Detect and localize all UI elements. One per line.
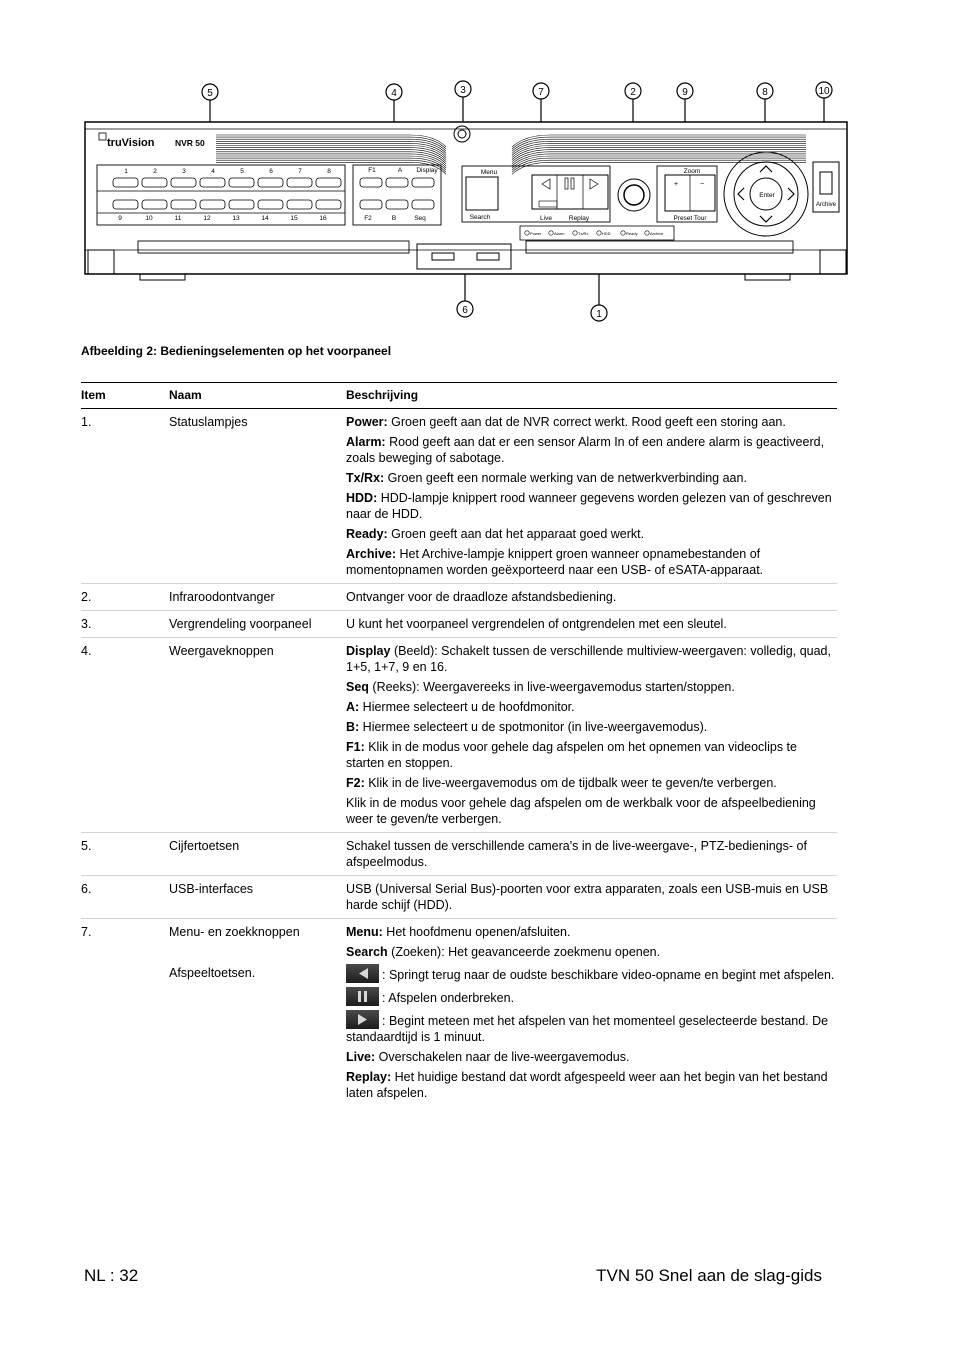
description-term: HDD: (346, 491, 378, 505)
description-text: (Reeks): Weergavereeks in live-weergavemodus starten/stoppen. (368, 680, 735, 694)
description-paragraph (346, 1069, 837, 1101)
table-body (81, 409, 837, 1106)
number-key-label: 15 (290, 215, 298, 222)
number-key-label: 14 (261, 215, 269, 222)
callout-label: 4 (391, 88, 397, 99)
led-label: Ready (626, 231, 638, 236)
table-row (81, 611, 837, 638)
table-row (81, 584, 837, 611)
callout-label: 5 (207, 88, 213, 99)
row-description (346, 589, 837, 605)
row-description (346, 616, 837, 632)
row-name-text: Infraroodontvanger (169, 590, 275, 604)
header-description: Beschrijving (346, 388, 419, 402)
row-item: 7. (81, 925, 92, 939)
row-item: 1. (81, 415, 92, 429)
description-text: Groen geeft aan dat het apparaat goed werkt. (387, 527, 645, 541)
row-name (169, 414, 346, 578)
row-description (346, 414, 837, 578)
number-key-label: 5 (240, 168, 244, 175)
number-key-label: 6 (269, 168, 273, 175)
led-label: HDD (602, 231, 611, 236)
description-text: : Begint meteen met het afspelen van het momenteel geselecteerde bestand. De standaardtijd is 1 minuut. (346, 1014, 829, 1044)
description-term: Archive: (346, 547, 397, 561)
description-text: Hiermee selecteert u de spotmonitor (in live-weergavemodus). (359, 720, 708, 734)
table-row (81, 919, 837, 1106)
table-row (81, 833, 837, 876)
row-name-text: Weergaveknoppen (169, 644, 274, 658)
number-key-label: 9 (118, 215, 122, 222)
description-text: Het hoofdmenu openen/afsluiten. (382, 925, 571, 939)
number-key-label: 2 (153, 168, 157, 175)
description-text: Ontvanger voor de draadloze afstandsbediening. (346, 590, 617, 604)
table-row (81, 638, 837, 833)
row-name-text: Menu- en zoekknoppen (169, 925, 300, 939)
archive-label: Archive (815, 202, 837, 208)
row-name (169, 643, 346, 827)
led-label: Power (530, 231, 542, 236)
display-label-b: B (391, 215, 397, 222)
row-item: 4. (81, 644, 92, 658)
row-description (346, 643, 837, 827)
number-key-label: 13 (232, 215, 240, 222)
row-item: 2. (81, 590, 92, 604)
row-name (169, 924, 346, 1101)
document-title: TVN 50 Snel aan de slag-gids (596, 1266, 822, 1285)
description-text: Hiermee selecteert u de hoofdmonitor. (359, 700, 575, 714)
description-term: Display (346, 644, 391, 658)
row-description (346, 924, 837, 1101)
display-label-a: A (397, 167, 403, 174)
description-term: Ready: (346, 527, 388, 541)
description-term: A: (346, 700, 360, 714)
row-description (346, 838, 837, 870)
brand-text: truVision (107, 137, 155, 149)
description-term: Tx/Rx: (346, 471, 385, 485)
callout-label: 9 (682, 87, 688, 98)
description-paragraph (346, 1049, 837, 1065)
row-name-text: Statuslampjes (169, 415, 248, 429)
callout-label: 1 (596, 309, 602, 320)
callout-label: 10 (818, 86, 830, 97)
description-term: Alarm: (346, 435, 386, 449)
description-text: Schakel tussen de verschillende camera's in de live-weergave-, PTZ-bedienings- of afspeelmodus. (346, 839, 807, 869)
model-text: NVR 50 (175, 138, 205, 148)
display-label-display: Display (416, 167, 438, 174)
svg-text:−: − (699, 181, 705, 188)
callout-label: 3 (460, 85, 466, 96)
page-number: NL : 32 (84, 1266, 139, 1285)
description-paragraph (346, 739, 837, 771)
number-key-label: 4 (211, 168, 215, 175)
description-text: Het Archive-lampje knippert groen wanneer opnamebestanden of momentopnamen worden geëxporteerd naar een USB- of eSATA-apparaat. (346, 547, 764, 577)
rewind-icon (346, 964, 379, 983)
row-item: 6. (81, 882, 92, 896)
description-paragraph (346, 470, 837, 486)
live-label: Live (540, 215, 552, 222)
description-text: Rood geeft aan dat er een sensor Alarm In of een andere alarm is geactiveerd, zoals beweging of sabotage. (346, 435, 825, 465)
description-text: Klik in de modus voor gehele dag afspelen om de werkbalk voor de afspeelbediening weer te geven/te verbergen. (346, 796, 816, 826)
callout-label: 7 (538, 87, 544, 98)
description-text: HDD-lampje knippert rood wanneer gegevens worden gelezen van of geschreven naar de HDD. (346, 491, 832, 521)
play-icon (346, 1010, 379, 1029)
description-term: Power: (346, 415, 388, 429)
description-text: Groen geeft aan dat de NVR correct werkt. Rood geeft een storing aan. (387, 415, 786, 429)
row-name (169, 881, 346, 913)
number-key-label: 1 (124, 168, 128, 175)
description-paragraph (346, 526, 837, 542)
description-text: Overschakelen naar de live-weergavemodus. (375, 1050, 630, 1064)
description-paragraph (346, 434, 837, 466)
description-text: Klik in de modus voor gehele dag afspelen om het opnemen van videoclips te starten en stoppen. (346, 740, 797, 770)
enter-label: Enter (759, 192, 775, 199)
preset-tour-label: Preset Tour (673, 215, 707, 222)
number-key-label: 11 (174, 215, 182, 222)
description-paragraph (346, 719, 837, 735)
description-paragraph (346, 964, 837, 983)
row-name (169, 616, 346, 632)
callout-label: 6 (462, 305, 468, 316)
row-item: 3. (81, 617, 92, 631)
description-text: U kunt het voorpaneel vergrendelen of ontgrendelen met een sleutel. (346, 617, 727, 631)
description-paragraph (346, 1010, 837, 1045)
led-label: Alarm (554, 231, 565, 236)
table-header (81, 382, 837, 409)
description-paragraph (346, 944, 837, 960)
description-paragraph (346, 643, 837, 675)
row-item: 5. (81, 839, 92, 853)
pause-icon (346, 987, 379, 1006)
row-name-text: USB-interfaces (169, 882, 254, 896)
description-paragraph (346, 838, 837, 870)
controls-table (81, 382, 837, 1106)
svg-text:+: + (673, 181, 679, 188)
description-term: Search (346, 945, 388, 959)
description-paragraph (346, 881, 837, 913)
header-name: Naam (169, 388, 202, 402)
callout-label: 8 (762, 87, 768, 98)
front-panel-drawing (80, 74, 860, 334)
description-text: Klik in de live-weergavemodus om de tijdbalk weer te geven/te verbergen. (364, 776, 777, 790)
row-name-text: Vergrendeling voorpaneel (169, 617, 312, 631)
display-label-f1: F1 (368, 167, 376, 174)
table-row (81, 876, 837, 919)
display-label-seq: Seq (414, 215, 426, 222)
description-paragraph (346, 699, 837, 715)
led-label: Archive (650, 231, 664, 236)
number-key-label: 7 (298, 168, 302, 175)
description-text: Groen geeft een normale werking van de netwerkverbinding aan. (384, 471, 747, 485)
description-paragraph (346, 987, 837, 1006)
description-term: F2: (346, 776, 365, 790)
display-label-f2: F2 (364, 215, 372, 222)
description-paragraph (346, 924, 837, 940)
zoom-label: Zoom (683, 168, 701, 175)
description-text: Het huidige bestand dat wordt afgespeeld weer aan het begin van het bestand laten afspelen. (346, 1070, 828, 1100)
description-paragraph (346, 616, 837, 632)
description-term: Replay: (346, 1070, 392, 1084)
led-label: Tx/Rx (578, 231, 589, 236)
number-key-label: 8 (327, 168, 331, 175)
description-paragraph (346, 679, 837, 695)
description-paragraph (346, 795, 837, 827)
number-key-label: 12 (203, 215, 211, 222)
description-text: (Beeld): Schakelt tussen de verschillende multiview-weergaven: volledig, quad, 1+5, 1+7, 9 en 16. (346, 644, 831, 674)
description-paragraph (346, 775, 837, 791)
description-paragraph (346, 589, 837, 605)
description-term: Seq (346, 680, 369, 694)
description-paragraph (346, 490, 837, 522)
row-name-text: Cijfertoetsen (169, 839, 240, 853)
number-key-label: 16 (319, 215, 327, 222)
row-subname-text: Afspeeltoetsen. (169, 966, 256, 980)
search-label: Search (469, 214, 491, 221)
front-panel-figure (80, 74, 860, 334)
description-text: : Springt terug naar de oudste beschikbare video-opname en begint met afspelen. (382, 968, 835, 982)
table-row (81, 409, 837, 584)
header-item: Item (81, 388, 106, 402)
description-term: F1: (346, 740, 365, 754)
row-name (169, 589, 346, 605)
description-term: B: (346, 720, 360, 734)
callout-label: 2 (630, 87, 636, 98)
menu-label: Menu (480, 169, 498, 176)
description-term: Live: (346, 1050, 376, 1064)
number-key-label: 10 (145, 215, 153, 222)
description-paragraph (346, 414, 837, 430)
figure-caption: Afbeelding 2: Bedieningselementen op het voorpaneel (81, 344, 392, 358)
description-text: : Afspelen onderbreken. (382, 991, 515, 1005)
description-text: USB (Universal Serial Bus)-poorten voor extra apparaten, zoals een USB-muis en USB harde schijf (HDD). (346, 882, 829, 912)
replay-label: Replay (568, 215, 590, 222)
number-key-label: 3 (182, 168, 186, 175)
description-text: (Zoeken): Het geavanceerde zoekmenu openen. (387, 945, 661, 959)
description-term: Menu: (346, 925, 383, 939)
row-name (169, 838, 346, 870)
description-paragraph (346, 546, 837, 578)
row-description (346, 881, 837, 913)
